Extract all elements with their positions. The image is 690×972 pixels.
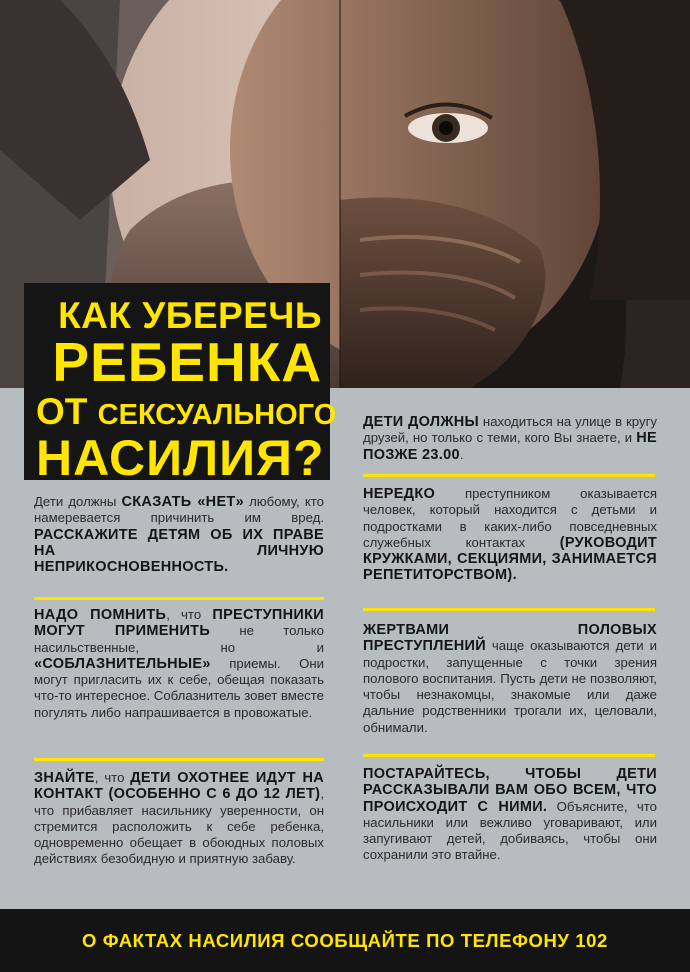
text: преступником оказывается человек, который находится с детьми и подростками в каких-либо повседневных служебных контактах [363, 486, 657, 550]
highlight: ДЕТИ ОХОТНЕЕ ИДУТ НА КОНТАКТ (ОСОБЕННО С 6 ДО 12 ЛЕТ) [34, 770, 325, 803]
text: , что прибавляет насильнику уверенности, он стремится расположить к себе ребенка, одновременно обещает в обоюдных половых действиях безобидную и приятную забаву. [34, 786, 324, 867]
highlight: (РУКОВОДИТ КРУЖКАМИ, СЕКЦИЯМИ, ЗАНИМАЕТСЯ РЕПЕТИТОРСТВОМ). [363, 534, 657, 584]
divider [363, 474, 655, 477]
title-line-1: КАК УБЕРЕЧЬ [58, 295, 322, 336]
highlight: ЗНАЙТЕ [34, 770, 95, 786]
text: Объясните, что насильники или вежливо уговаривают, или запугивают детей, добиваясь, чтобы они сохранили это втайне. [363, 798, 657, 863]
footer-text: О ФАКТАХ НАСИЛИЯ СООБЩАЙТЕ ПО ТЕЛЕФОНУ 102 [82, 929, 608, 951]
left-block-1 [34, 494, 324, 575]
highlight: РАССКАЖИТЕ ДЕТЯМ ОБ ИХ ПРАВЕ НА ЛИЧНУЮ НЕПРИКОСНОВЕННОСТЬ. [34, 526, 324, 576]
highlight: НЕ ПОЗЖЕ 23.00 [363, 430, 657, 463]
highlight: «СОБЛАЗНИТЕЛЬНЫЕ» [34, 655, 211, 672]
divider [34, 758, 324, 761]
right-block-4 [363, 766, 657, 864]
right-block-2 [363, 486, 657, 584]
text: любому, кто намеревается причинить им вред. [34, 494, 324, 526]
text: приемы. Они могут пригласить их к себе, обещая показать что-то интересное. Соблазнитель зовет вместе погулять либо напрашивается в провожатые. [34, 655, 324, 720]
text: . [459, 446, 464, 462]
right-block-1 [363, 414, 657, 463]
text: Дети должны [34, 494, 122, 509]
highlight: ЖЕРТВАМИ ПОЛОВЫХ ПРЕСТУПЛЕНИЙ [363, 622, 657, 655]
title-line-2: РЕБЕНКА [52, 331, 322, 393]
footer-hotline [0, 909, 690, 972]
title-line-4: НАСИЛИЯ? [36, 430, 325, 486]
title-line-3b: СЕКСУАЛЬНОГО [97, 399, 337, 431]
left-block-3 [34, 770, 324, 868]
title-line-3 [36, 391, 337, 432]
highlight: ПРЕСТУПНИКИ МОГУТ ПРИМЕНИТЬ [34, 607, 324, 640]
text: не только насильственные, но и [34, 623, 324, 655]
highlight: НАДО ПОМНИТЬ [34, 607, 167, 623]
divider [34, 597, 324, 600]
text: находиться на улице в кругу друзей, но только с теми, кого Вы знаете, и [363, 414, 657, 446]
main-title [24, 283, 337, 486]
highlight: СКАЗАТЬ «НЕТ» [121, 494, 244, 510]
highlight: ДЕТИ ДОЛЖНЫ [363, 414, 480, 430]
text: , что [94, 770, 131, 785]
text: чаще оказываются дети и подростки, запущенные с точки зрения полового воспитания. Пусть дети не позволяют, чтобы незнакомцы, знакомые или даже дальние родственники трогали их, целовали, обнимали. [363, 638, 657, 735]
left-block-2 [34, 607, 324, 721]
right-block-3 [363, 622, 657, 736]
title-line-3a: ОТ [36, 391, 88, 432]
highlight: НЕРЕДКО [363, 486, 436, 502]
text: , что [166, 607, 213, 622]
divider [363, 608, 655, 611]
highlight: ПОСТАРАЙТЕСЬ, ЧТОБЫ ДЕТИ РАССКАЗЫВАЛИ ВАМ ОБО ВСЕМ, ЧТО ПРОИСХОДИТ С НИМИ. [363, 766, 657, 815]
divider [363, 754, 655, 757]
